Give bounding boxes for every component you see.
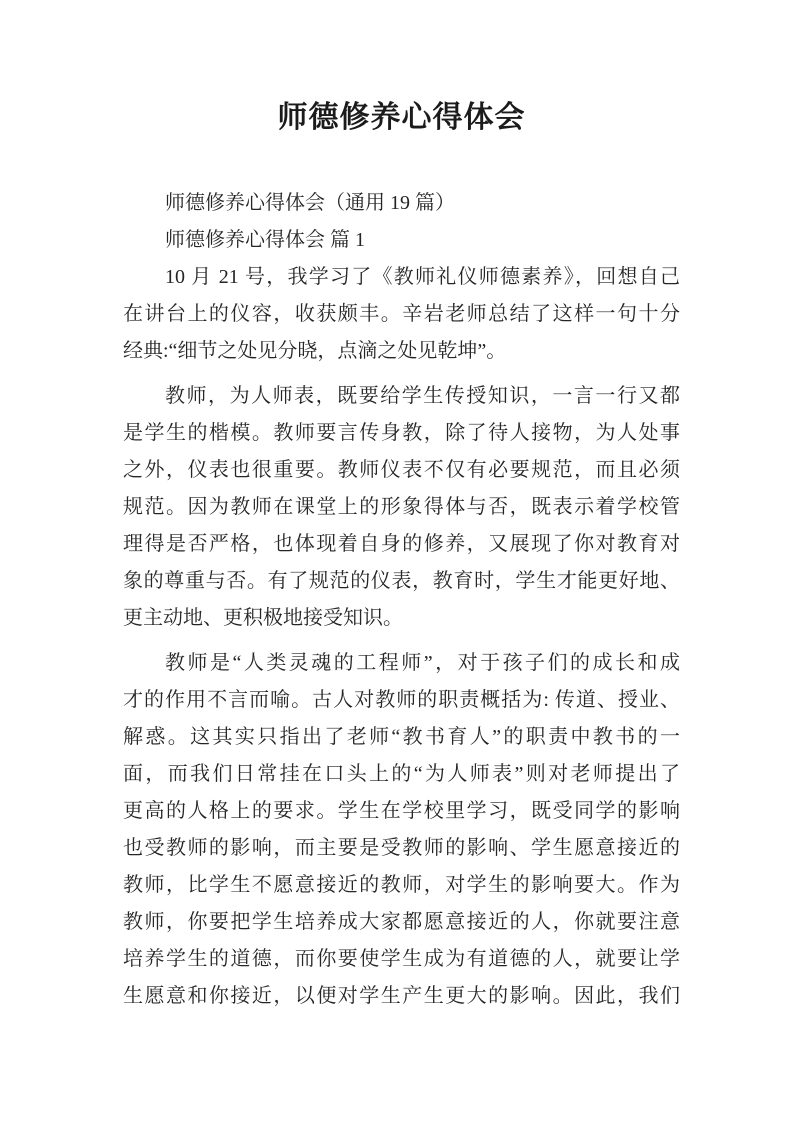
paragraph-3	[123, 645, 680, 1015]
document-subtitles	[123, 185, 680, 259]
text-line: 更主动地、更积极地接受知识。	[123, 607, 403, 629]
paragraph-1	[123, 259, 680, 370]
text-line: 面，而我们日常挂在口头上的“为人师表”则对老师提出了	[123, 763, 680, 785]
text-line: 教师，你要把学生培养成大家都愿意接近的人，你就要注意	[123, 911, 680, 933]
text-line: 教师是“人类灵魂的工程师”，对于孩子们的成长和成	[165, 652, 680, 674]
text-line: 才的作用不言而喻。古人对教师的职责概括为: 传道、授业、	[123, 689, 680, 711]
text-line: 教师，为人师表，既要给学生传授知识，一言一行又都	[165, 385, 680, 407]
text-line: 10 月 21 号，我学习了《教师礼仪师德素养》，回想自己	[165, 266, 680, 288]
text-line: 更高的人格上的要求。学生在学校里学习，既受同学的影响	[123, 800, 680, 822]
text-line: 经典:“细节之处见分晓，点滴之处见乾坤”。	[123, 340, 507, 362]
text-line: 教师，比学生不愿意接近的教师，对学生的影响要大。作为	[123, 874, 680, 896]
subtitle-line-part-1: 师德修养心得体会 篇 1	[165, 229, 365, 251]
text-line: 规范。因为教师在课堂上的形象得体与否，既表示着学校管	[123, 496, 680, 518]
text-line: 生愿意和你接近，以便对学生产生更大的影响。因此，我们	[123, 985, 680, 1007]
text-line: 是学生的楷模。教师要言传身教，除了待人接物，为人处事	[123, 422, 680, 444]
text-line: 在讲台上的仪容，收获颇丰。辛岩老师总结了这样一句十分	[123, 303, 680, 325]
text-line: 也受教师的影响，而主要是受教师的影响、学生愿意接近的	[123, 837, 680, 859]
text-line: 解惑。这其实只指出了老师“教书育人”的职责中教书的一	[123, 726, 680, 748]
text-line: 培养学生的道德，而你要使学生成为有道德的人，就要让学	[123, 948, 680, 970]
subtitle-line-general: 师德修养心得体会（通用 19 篇）	[165, 192, 455, 214]
document-title: 师德修养心得体会	[277, 101, 526, 134]
text-line: 理得是否严格，也体现着自身的修养，又展现了你对教育对	[123, 533, 680, 555]
paragraph-2	[123, 378, 680, 637]
text-line: 象的尊重与否。有了规范的仪表，教育时，学生才能更好地、	[123, 570, 680, 592]
text-line: 之外，仪表也很重要。教师仪表不仅有必要规范，而且必须	[123, 459, 680, 481]
